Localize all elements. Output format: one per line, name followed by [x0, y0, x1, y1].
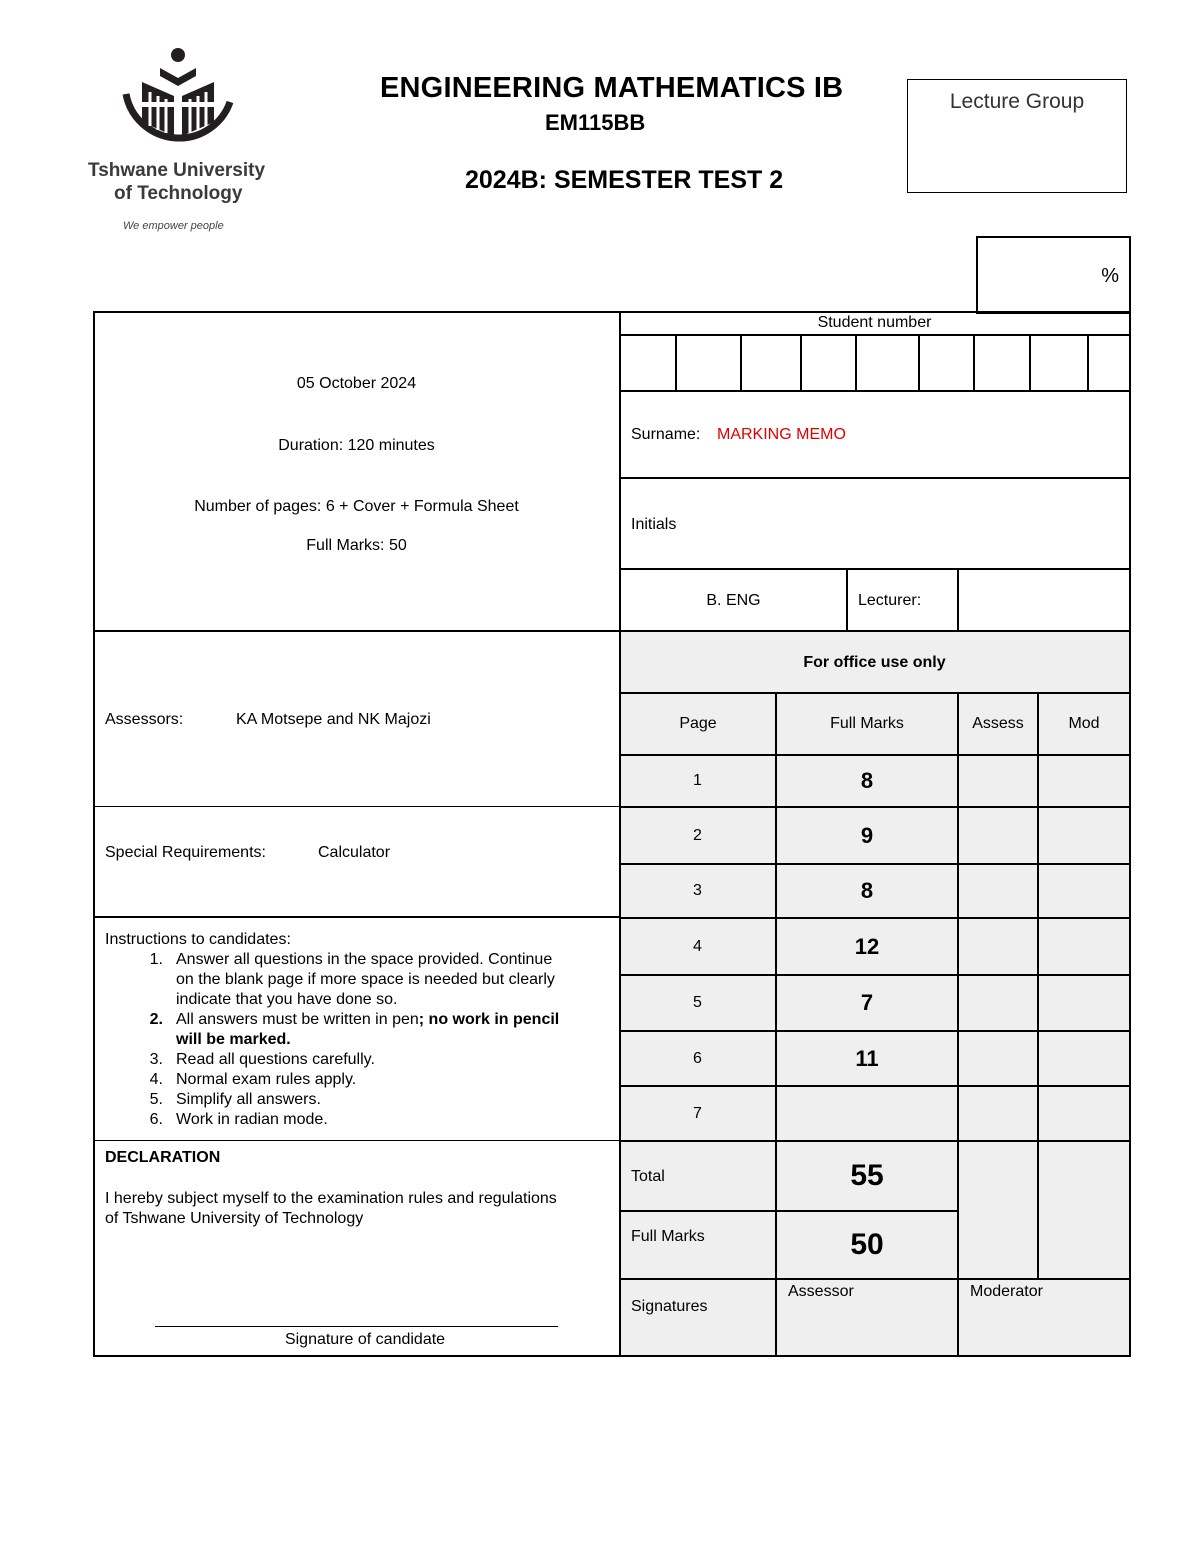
percent-symbol: % — [1101, 265, 1119, 287]
row-full-marks — [777, 1087, 957, 1140]
university-logo — [88, 44, 278, 240]
row-page: 4 — [693, 937, 702, 955]
instructions-block — [105, 930, 610, 1130]
assessors-value: KA Motsepe and NK Majozi — [236, 711, 431, 728]
lecturer-field[interactable] — [959, 570, 1129, 630]
total-label: Total — [631, 1168, 665, 1185]
row-page: 6 — [693, 1049, 702, 1067]
exam-date: 05 October 2024 — [296, 375, 417, 392]
moderator-signature-label: Moderator — [970, 1283, 1043, 1300]
assessor-signature-label: Assessor — [788, 1283, 854, 1300]
instruction-item: 1. Answer all questions in the space provided. Continue on the blank page if more space is needed but clearly indicate that you have done so. — [149, 951, 555, 1008]
signature-line[interactable] — [155, 1326, 558, 1327]
instruction-item: 6. Work in radian mode. — [149, 1111, 328, 1128]
full-marks-value: 50 — [850, 1228, 884, 1261]
surname-label: Surname: — [631, 426, 701, 443]
exam-full-marks: Full Marks: 50 — [306, 537, 407, 554]
university-tagline: We empower people — [123, 220, 224, 232]
special-requirements-label: Special Requirements: — [105, 844, 266, 861]
col-mod-header: Mod — [1068, 715, 1100, 732]
instruction-item: 4. Normal exam rules apply. — [149, 1071, 357, 1088]
row-full-marks: 11 — [855, 1045, 879, 1071]
col-page-header: Page — [679, 715, 717, 732]
tut-emblem-icon — [88, 44, 278, 159]
assessors-label: Assessors: — [105, 711, 184, 728]
lecture-group-label: Lecture Group — [949, 90, 1085, 113]
full-marks-label: Full Marks — [631, 1228, 705, 1245]
declaration-line2: of Tshwane University of Technology — [105, 1210, 364, 1227]
exam-pages: Number of pages: 6 + Cover + Formula Sheet — [194, 498, 519, 515]
student-number-cells[interactable] — [620, 336, 1129, 390]
instruction-item: 5. Simplify all answers. — [149, 1091, 321, 1108]
declaration-line1: I hereby subject myself to the examination rules and regulations — [105, 1190, 557, 1207]
row-full-marks: 8 — [860, 878, 874, 903]
instruction-item: 2. All answers must be written in pen; no work in pencil will be marked. — [149, 1011, 560, 1048]
total-value: 55 — [850, 1159, 884, 1192]
surname-value[interactable]: MARKING MEMO — [717, 426, 846, 443]
office-use-heading: For office use only — [803, 654, 946, 671]
moderator-signature-field[interactable] — [959, 1302, 1129, 1355]
assessor-signature-field[interactable] — [777, 1302, 957, 1355]
row-page: 7 — [693, 1104, 702, 1122]
percent-box[interactable] — [976, 236, 1131, 314]
exam-duration: Duration: 120 minutes — [278, 437, 435, 454]
row-full-marks: 9 — [860, 822, 874, 848]
row-full-marks: 7 — [860, 990, 874, 1015]
special-requirements-value: Calculator — [318, 844, 391, 861]
col-assess-header: Assess — [972, 715, 1024, 732]
lecturer-label: Lecturer: — [858, 592, 922, 609]
course-code: EM115BB — [545, 110, 646, 135]
programme-label: B. ENG — [706, 592, 761, 609]
declaration-heading: DECLARATION — [105, 1149, 221, 1166]
course-title: ENGINEERING MATHEMATICS IB — [380, 72, 844, 104]
row-page: 1 — [693, 772, 702, 789]
university-name-line2: of Technology — [114, 183, 243, 204]
row-page: 2 — [693, 826, 702, 844]
initials-label: Initials — [631, 516, 677, 533]
university-name-line1: Tshwane University — [88, 160, 266, 181]
row-page: 5 — [693, 994, 702, 1011]
instructions-heading: Instructions to candidates: — [105, 931, 291, 948]
signatures-label: Signatures — [631, 1298, 708, 1315]
student-number-label: Student number — [817, 314, 932, 331]
instructions-list — [105, 950, 610, 1130]
signature-label: Signature of candidate — [284, 1331, 446, 1348]
row-page: 3 — [693, 882, 702, 899]
col-full-marks-header: Full Marks — [830, 715, 904, 732]
row-full-marks: 8 — [860, 768, 874, 793]
lecture-group-box[interactable] — [907, 79, 1127, 193]
instruction-item: 3. Read all questions carefully. — [149, 1051, 375, 1068]
row-full-marks: 12 — [854, 933, 880, 959]
test-title: 2024B: SEMESTER TEST 2 — [465, 166, 784, 194]
